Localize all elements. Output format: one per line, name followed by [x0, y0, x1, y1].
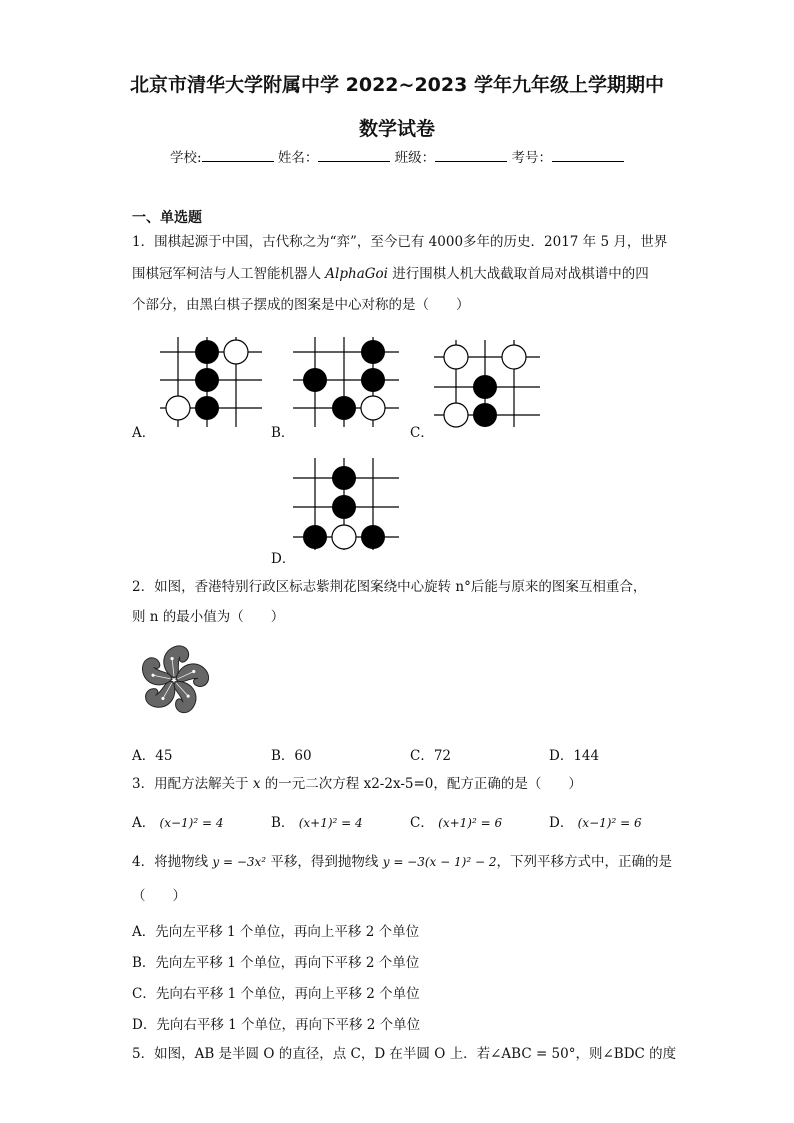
q3-option-d	[549, 811, 642, 831]
q3-line1-b: 的一元二次方程 x2-2x-5=0，配方正确的是（ ）	[260, 776, 582, 792]
student-info-row	[0, 146, 794, 166]
q3-line1-x: x	[252, 776, 261, 792]
q3-option-d-label: D．	[549, 815, 574, 831]
q3-option-b-label: B．	[271, 815, 295, 831]
exam-subtitle: 数学试卷	[358, 118, 435, 140]
go-board-d	[287, 455, 412, 555]
q4-line1	[132, 852, 672, 872]
bauhinia-flower-icon	[135, 643, 213, 717]
go-board-b	[287, 335, 412, 435]
school-blank	[202, 148, 274, 162]
q3-option-d-formula: (x−1)² = 6	[577, 816, 642, 830]
q1-line2-b: 进行围棋人机大战截取首局对战棋谱中的四	[387, 266, 649, 282]
q4-formula-1: y = −3x²	[212, 855, 267, 869]
q2-option-c: C．72	[410, 748, 452, 764]
school-label: 学校:	[170, 150, 202, 166]
q1-line1: 1．围棋起源于中国，古代称之为“弈”，至今已有 4000多年的历史．2017 年 5 月，世界	[132, 234, 668, 250]
q3-option-c	[410, 811, 502, 831]
id-blank	[552, 148, 624, 162]
name-blank	[318, 148, 390, 162]
class-label: 班级：	[394, 150, 436, 166]
q4-option-a: A．先向左平移 1 个单位，再向上平移 2 个单位	[132, 924, 420, 940]
q4-line1-a: 4．将抛物线	[132, 854, 213, 870]
q3-option-b-formula: (x+1)² = 4	[298, 816, 363, 830]
name-label: 姓名：	[277, 150, 319, 166]
q3-option-a	[132, 811, 224, 831]
q2-line2: 则 n 的最小值为（ ）	[132, 609, 285, 625]
class-blank	[435, 148, 507, 162]
q2-option-d: D．144	[549, 748, 600, 764]
q2-option-a: A．45	[132, 748, 173, 764]
q4-option-d: D．先向右平移 1 个单位，再向下平移 2 个单位	[132, 1017, 421, 1033]
q4-line2: （ ）	[132, 888, 186, 904]
q4-option-c: C．先向右平移 1 个单位，再向上平移 2 个单位	[132, 986, 420, 1002]
q3-line1	[132, 774, 582, 794]
q4-line1-c: ，下列平移方式中，正确的是	[496, 854, 672, 870]
id-label: 考号：	[511, 150, 552, 166]
exam-title: 北京市清华大学附属中学 2022~2023 学年九年级上学期期中	[130, 74, 664, 96]
q4-option-b: B．先向左平移 1 个单位，再向下平移 2 个单位	[132, 955, 420, 971]
go-board-a	[150, 335, 275, 435]
q1-line2-a: 围棋冠军柯洁与人工智能机器人	[132, 266, 326, 282]
q3-option-a-formula: (x−1)² = 4	[159, 816, 224, 830]
q3-option-a-label: A．	[132, 815, 156, 831]
q3-option-b	[271, 811, 363, 831]
q3-option-c-label: C．	[410, 815, 434, 831]
q4-line1-b: 平移，得到抛物线	[266, 854, 383, 870]
q1-line3: 个部分，由黑白棋子摆成的图案是中心对称的是（ ）	[132, 297, 470, 313]
q1-option-a-label: A．	[132, 425, 156, 441]
q5-line1: 5．如图，AB 是半圆 O 的直径，点 C，D 在半圆 O 上．若∠ABC = 50°，则∠BDC 的度	[132, 1046, 677, 1062]
q1-line2	[132, 264, 649, 284]
section-heading: 一、单选题	[132, 210, 202, 226]
q3-option-c-formula: (x+1)² = 6	[438, 816, 503, 830]
q1-option-b-label: B．	[271, 425, 295, 441]
q1-option-c-label: C．	[410, 425, 434, 441]
q1-option-d-label: D．	[271, 551, 296, 567]
q2-line1: 2．如图，香港特别行政区标志紫荆花图案绕中心旋转 n°后能与原来的图案互相重合，	[132, 579, 647, 595]
go-board-c	[428, 335, 553, 435]
q3-line1-a: 3．用配方法解关于	[132, 776, 253, 792]
q4-formula-2: y = −3(x − 1)² − 2	[382, 855, 497, 869]
q1-line2-em: AlphaGoi	[325, 266, 388, 282]
q2-option-b: B．60	[271, 748, 312, 764]
